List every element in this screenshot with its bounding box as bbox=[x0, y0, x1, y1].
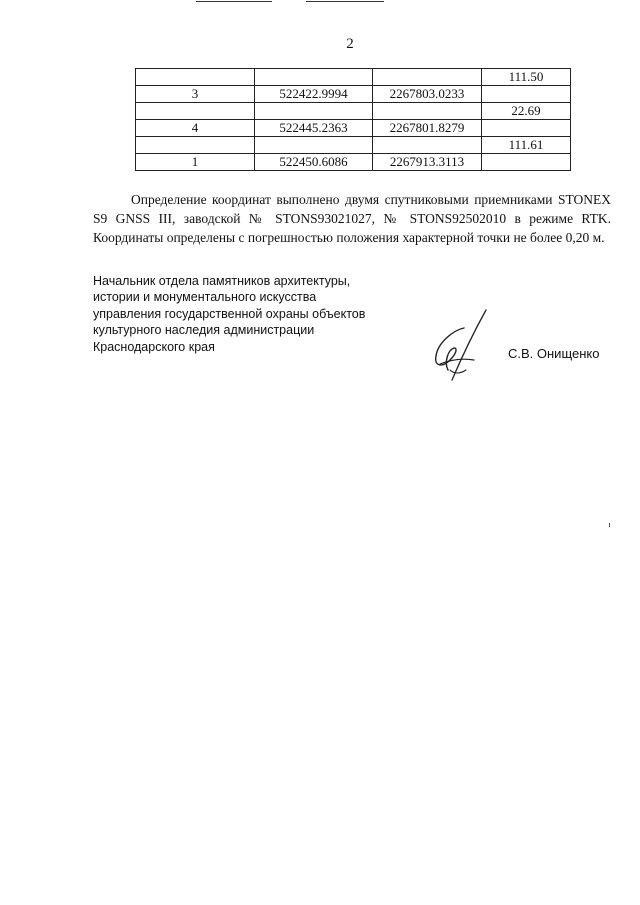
distance-row bbox=[136, 137, 571, 154]
distance-cell: 111.61 bbox=[482, 137, 571, 154]
signatory-title bbox=[93, 273, 423, 355]
point-number-cell bbox=[136, 137, 255, 154]
distance-cell bbox=[482, 86, 571, 103]
x-coordinate-cell bbox=[255, 103, 373, 120]
point-number-cell bbox=[136, 103, 255, 120]
signatory-title-line: управления государственной охраны объектов bbox=[93, 306, 366, 321]
y-coordinate-cell: 2267913.3113 bbox=[373, 154, 482, 171]
coordinates-table-body bbox=[136, 69, 571, 171]
point-row bbox=[136, 154, 571, 171]
distance-cell bbox=[482, 154, 571, 171]
distance-cell: 22.69 bbox=[482, 103, 571, 120]
point-number-cell: 1 bbox=[136, 154, 255, 171]
y-coordinate-cell bbox=[373, 103, 482, 120]
distance-row bbox=[136, 103, 571, 120]
body-paragraph: Определение координат выполнено двумя спутниковыми приемниками STONEX S9 GNSS III, заводской № STONS93021027, № STONS92502010 в режиме RTK. Координаты определены с погрешностью положения характерной точки не более 0,20 м. bbox=[93, 192, 611, 245]
signatory-title-line: культурного наследия администрации bbox=[93, 323, 315, 338]
point-row bbox=[136, 120, 571, 137]
page-edge-marks bbox=[0, 0, 640, 4]
distance-cell: 111.50 bbox=[482, 69, 571, 86]
y-coordinate-cell: 2267803.0233 bbox=[373, 86, 482, 103]
x-coordinate-cell: 522422.9994 bbox=[255, 86, 373, 103]
signatory-title-line: истории и монументального искусства bbox=[93, 290, 317, 305]
distance-row bbox=[136, 69, 571, 86]
distance-cell bbox=[482, 120, 571, 137]
y-coordinate-cell bbox=[373, 69, 482, 86]
edge-line bbox=[306, 1, 384, 2]
y-coordinate-cell: 2267801.8279 bbox=[373, 120, 482, 137]
point-number-cell: 3 bbox=[136, 86, 255, 103]
edge-line bbox=[196, 1, 272, 2]
x-coordinate-cell bbox=[255, 137, 373, 154]
point-row bbox=[136, 86, 571, 103]
signatory-title-line: Краснодарского края bbox=[93, 339, 215, 354]
point-number-cell bbox=[136, 69, 255, 86]
signatory-name: С.В. Онищенко bbox=[508, 346, 600, 361]
y-coordinate-cell bbox=[373, 137, 482, 154]
x-coordinate-cell bbox=[255, 69, 373, 86]
x-coordinate-cell: 522450.6086 bbox=[255, 154, 373, 171]
coordinates-table bbox=[135, 68, 571, 171]
scan-speck bbox=[609, 523, 610, 527]
coordinates-method-text bbox=[93, 190, 611, 247]
x-coordinate-cell: 522445.2363 bbox=[255, 120, 373, 137]
point-number-cell: 4 bbox=[136, 120, 255, 137]
page-number: 2 bbox=[346, 36, 354, 52]
handwritten-signature bbox=[424, 308, 490, 386]
signatory-title-line: Начальник отдела памятников архитектуры, bbox=[93, 274, 351, 288]
